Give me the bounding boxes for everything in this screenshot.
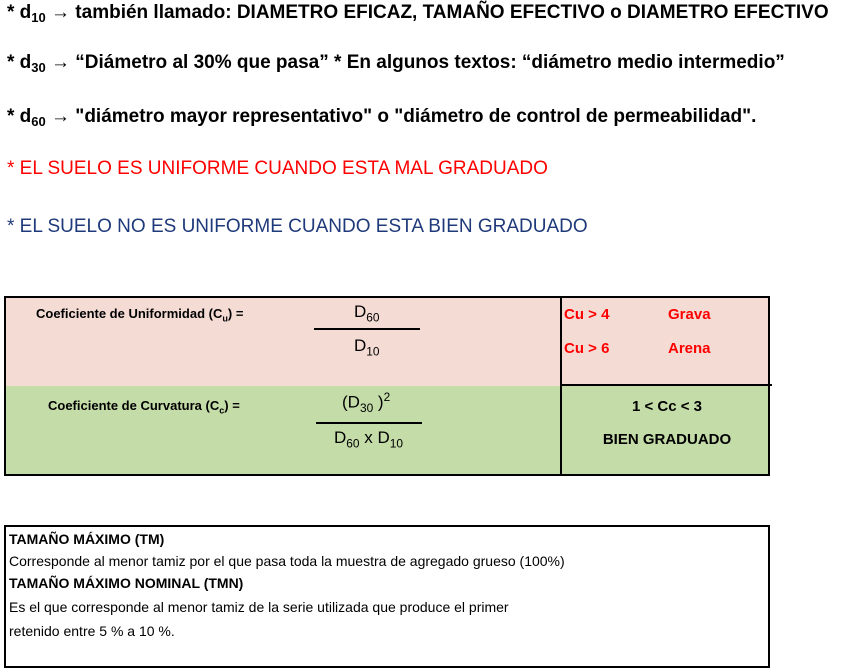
tm-title: TAMAÑO MÁXIMO (TM) [9, 531, 165, 547]
uniformity-label: Coeficiente de Uniformidad $(C_u)$ = [36, 306, 244, 324]
note-uniform: * EL SUELO ES UNIFORME CUANDO ESTA MAL GRADUADO [7, 158, 548, 179]
bullet-d10: * $d_{10}$ → también llamado: DIAMETRO EFICAZ, TAMAÑO EFECTIVO o DIAMETRO EFECTIVO [7, 2, 829, 25]
curvature-fraction-line [316, 422, 422, 424]
curvature-label: Coeficiente de Curvatura $(C_c)$ = [48, 398, 240, 416]
uniformity-numerator: $D_{60}$ [354, 302, 380, 325]
rule-type-gravel: Grava [668, 306, 711, 323]
tmn-text-1: Es el que corresponde al menor tamiz de la serie utilizada que produce el primer [9, 599, 509, 615]
rule-type-sand: Arena [668, 340, 711, 357]
definitions-box [4, 525, 770, 668]
rule-cond-gravel: Cu > 4 [564, 306, 610, 323]
tmn-text-2: retenido entre 5 % a 10 %. [9, 623, 175, 639]
tmn-title: TAMAÑO MÁXIMO NOMINAL (TMN) [9, 575, 244, 591]
curvature-result: BIEN GRADUADO [602, 431, 732, 448]
bullet-d60: * $d_{60}$ → "diámetro mayor representativo" o "diámetro de control de permeabilidad". [7, 106, 757, 129]
rule-cond-sand: Cu > 6 [564, 340, 610, 357]
bullet-d30: * $d_{30}$ → “Diámetro al 30% que pasa” * En algunos textos: “diámetro medio intermedio” [7, 52, 785, 75]
note-non-uniform: * EL SUELO NO ES UNIFORME CUANDO ESTA BIEN GRADUADO [7, 216, 588, 237]
uniformity-fraction-line [314, 328, 420, 330]
tm-text: Corresponde al menor tamiz por el que pasa toda la muestra de agregado grueso (100%) [9, 553, 565, 569]
curvature-denominator: $D_{60}$ x $D_{10}$ [334, 428, 403, 451]
curvature-numerator: ($D_{30}$ )$^2$ [342, 390, 391, 416]
coefficients-table [4, 296, 770, 476]
horizontal-divider [560, 384, 772, 386]
uniformity-denominator: $D_{10}$ [354, 336, 380, 359]
curvature-range: 1 < Cc < 3 [631, 398, 703, 415]
